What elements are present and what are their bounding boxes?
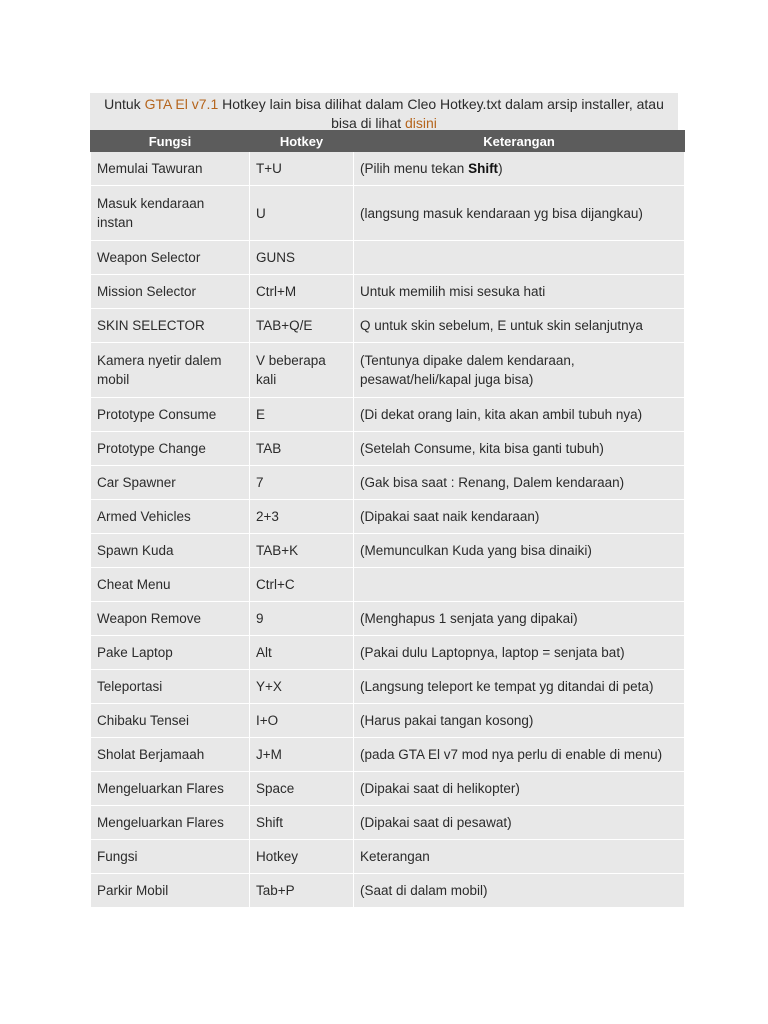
cell-hotkey: GUNS xyxy=(250,241,354,275)
cell-hotkey: 9 xyxy=(250,602,354,636)
cell-keterangan: Q untuk skin sebelum, E untuk skin selanjutnya xyxy=(354,309,685,343)
table-row xyxy=(91,500,685,534)
cell-keterangan: Keterangan xyxy=(354,840,685,874)
cell-keterangan: (Dipakai saat naik kendaraan) xyxy=(354,500,685,534)
table-row xyxy=(91,840,685,874)
cell-keterangan: (Setelah Consume, kita bisa ganti tubuh) xyxy=(354,432,685,466)
cell-keterangan: (Gak bisa saat : Renang, Dalem kendaraan) xyxy=(354,466,685,500)
cell-fungsi: Sholat Berjamaah xyxy=(91,738,250,772)
cell-hotkey: Ctrl+C xyxy=(250,568,354,602)
cell-hotkey: Y+X xyxy=(250,670,354,704)
table-row xyxy=(91,636,685,670)
intro-paragraph xyxy=(90,93,678,130)
header-fungsi: Fungsi xyxy=(91,131,250,152)
table-row xyxy=(91,309,685,343)
cell-fungsi: SKIN SELECTOR xyxy=(91,309,250,343)
table-row xyxy=(91,772,685,806)
cell-fungsi: Kamera nyetir dalem mobil xyxy=(91,343,250,398)
cell-fungsi: Cheat Menu xyxy=(91,568,250,602)
cell-fungsi: Car Spawner xyxy=(91,466,250,500)
cell-hotkey: T+U xyxy=(250,152,354,186)
table-row xyxy=(91,568,685,602)
cell-fungsi: Spawn Kuda xyxy=(91,534,250,568)
cell-fungsi: Mengeluarkan Flares xyxy=(91,772,250,806)
disini-link[interactable]: disini xyxy=(405,115,437,131)
cell-keterangan: (Memunculkan Kuda yang bisa dinaiki) xyxy=(354,534,685,568)
keterangan-text: (Pilih menu tekan xyxy=(360,161,469,176)
cell-keterangan xyxy=(354,568,685,602)
cell-fungsi: Pake Laptop xyxy=(91,636,250,670)
cell-fungsi: Teleportasi xyxy=(91,670,250,704)
cell-fungsi: Memulai Tawuran xyxy=(91,152,250,186)
table-row xyxy=(91,704,685,738)
cell-keterangan: (Dipakai saat di pesawat) xyxy=(354,806,685,840)
table-header-row xyxy=(91,131,685,152)
cell-hotkey: E xyxy=(250,398,354,432)
cell-keterangan xyxy=(354,241,685,275)
cell-hotkey: Ctrl+M xyxy=(250,275,354,309)
table-row xyxy=(91,602,685,636)
cell-keterangan xyxy=(354,152,685,186)
key-emphasis: Shift xyxy=(468,161,499,176)
gta-el-link[interactable]: GTA El v7.1 xyxy=(144,96,219,112)
table-body xyxy=(91,152,685,908)
cell-fungsi: Weapon Selector xyxy=(91,241,250,275)
table-row xyxy=(91,806,685,840)
cell-fungsi: Parkir Mobil xyxy=(91,874,250,908)
cell-hotkey: TAB+Q/E xyxy=(250,309,354,343)
table-row xyxy=(91,343,685,398)
cell-fungsi: Masuk kendaraan instan xyxy=(91,186,250,241)
table-row xyxy=(91,241,685,275)
cell-keterangan: (Di dekat orang lain, kita akan ambil tubuh nya) xyxy=(354,398,685,432)
table-row xyxy=(91,670,685,704)
cell-hotkey: Tab+P xyxy=(250,874,354,908)
cell-hotkey: U xyxy=(250,186,354,241)
cell-fungsi: Chibaku Tensei xyxy=(91,704,250,738)
cell-hotkey: Shift xyxy=(250,806,354,840)
cell-fungsi: Armed Vehicles xyxy=(91,500,250,534)
cell-hotkey: J+M xyxy=(250,738,354,772)
hotkey-table xyxy=(90,130,685,908)
cell-keterangan: (pada GTA El v7 mod nya perlu di enable di menu) xyxy=(354,738,685,772)
cell-hotkey: 2+3 xyxy=(250,500,354,534)
cell-hotkey: V beberapa kali xyxy=(250,343,354,398)
keterangan-text: ) xyxy=(498,161,503,176)
table-row xyxy=(91,432,685,466)
header-hotkey: Hotkey xyxy=(250,131,354,152)
cell-keterangan: (Harus pakai tangan kosong) xyxy=(354,704,685,738)
cell-keterangan: (Langsung teleport ke tempat yg ditandai di peta) xyxy=(354,670,685,704)
intro-middle: Hotkey lain bisa dilihat dalam Cleo Hotkey.txt dalam arsip installer, atau bisa di lihat xyxy=(218,96,664,131)
cell-keterangan: Untuk memilih misi sesuka hati xyxy=(354,275,685,309)
cell-fungsi: Mengeluarkan Flares xyxy=(91,806,250,840)
hotkey-document xyxy=(90,93,684,908)
cell-keterangan: (Dipakai saat di helikopter) xyxy=(354,772,685,806)
cell-fungsi: Fungsi xyxy=(91,840,250,874)
cell-hotkey: Alt xyxy=(250,636,354,670)
table-row xyxy=(91,398,685,432)
cell-hotkey: I+O xyxy=(250,704,354,738)
cell-fungsi: Mission Selector xyxy=(91,275,250,309)
table-row xyxy=(91,186,685,241)
cell-hotkey: Space xyxy=(250,772,354,806)
cell-fungsi: Weapon Remove xyxy=(91,602,250,636)
cell-hotkey: Hotkey xyxy=(250,840,354,874)
cell-keterangan: (langsung masuk kendaraan yg bisa dijangkau) xyxy=(354,186,685,241)
cell-keterangan: (Menghapus 1 senjata yang dipakai) xyxy=(354,602,685,636)
cell-hotkey: TAB xyxy=(250,432,354,466)
cell-keterangan: (Tentunya dipake dalem kendaraan, pesawat/heli/kapal juga bisa) xyxy=(354,343,685,398)
cell-hotkey: TAB+K xyxy=(250,534,354,568)
cell-keterangan: (Pakai dulu Laptopnya, laptop = senjata bat) xyxy=(354,636,685,670)
table-row xyxy=(91,738,685,772)
cell-fungsi: Prototype Change xyxy=(91,432,250,466)
table-row xyxy=(91,275,685,309)
cell-keterangan: (Saat di dalam mobil) xyxy=(354,874,685,908)
cell-hotkey: 7 xyxy=(250,466,354,500)
table-row xyxy=(91,152,685,186)
table-row xyxy=(91,534,685,568)
header-keterangan: Keterangan xyxy=(354,131,685,152)
table-row xyxy=(91,874,685,908)
intro-prefix: Untuk xyxy=(104,96,145,112)
cell-fungsi: Prototype Consume xyxy=(91,398,250,432)
table-row xyxy=(91,466,685,500)
